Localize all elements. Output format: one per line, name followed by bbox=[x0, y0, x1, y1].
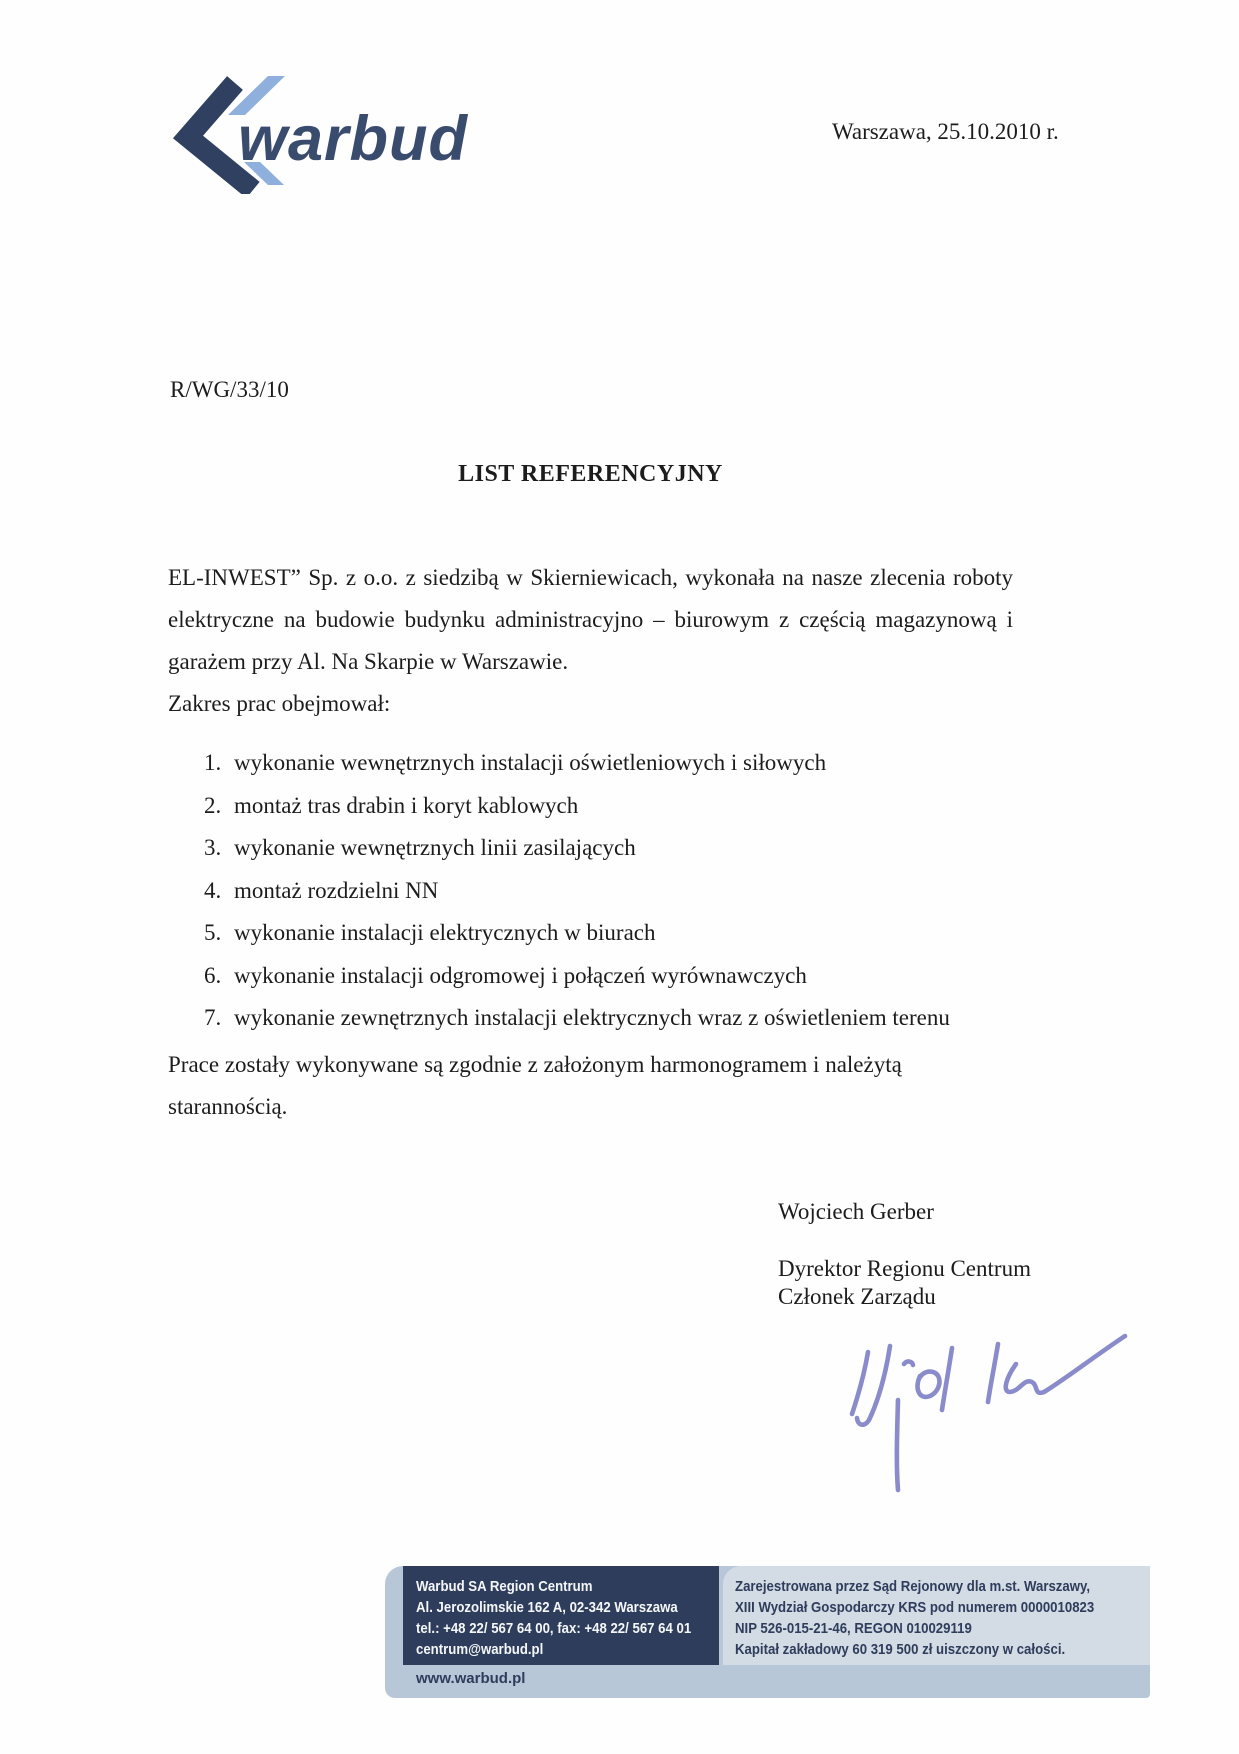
footer-legal-capital: Kapitał zakładowy 60 319 500 zł uiszczony w całości. bbox=[735, 1641, 1066, 1658]
work-items-list bbox=[168, 742, 1013, 1040]
footer-legal-nip-regon: NIP 526-015-21-46, REGON 010029119 bbox=[735, 1620, 972, 1637]
footer-company-phone: tel.: +48 22/ 567 64 00, fax: +48 22/ 567 64 01 bbox=[416, 1620, 692, 1637]
signatory-title-line: Dyrektor Regionu Centrum bbox=[778, 1256, 1031, 1281]
logo-wordmark: warbud bbox=[238, 104, 469, 174]
scope-intro: Zakres prac obejmował: bbox=[168, 691, 391, 716]
footer-legal-krs: XIII Wydział Gospodarczy KRS pod numerem 0000010823 bbox=[735, 1599, 1095, 1616]
footer-legal-court: Zarejestrowana przez Sąd Rejonowy dla m.st. Warszawy, bbox=[735, 1578, 1091, 1595]
footer-company-email: centrum@warbud.pl bbox=[416, 1641, 544, 1658]
intro-paragraph: EL-INWEST” Sp. z o.o. z siedzibą w Skierniewicach, wykonała na nasze zlecenia roboty elektryczne na budowie budynku administracyjno – biurowym z częścią magazynową i garażem przy Al. Na Skarpie w Warszawie. bbox=[168, 565, 1013, 674]
footer-website: www.warbud.pl bbox=[416, 1670, 526, 1687]
handwritten-signature bbox=[820, 1330, 1160, 1495]
work-item: montaż tras drabin i koryt kablowych bbox=[234, 792, 579, 818]
warbud-logo bbox=[160, 62, 540, 194]
work-item: montaż rozdzielni NN bbox=[234, 877, 439, 903]
work-item: wykonanie instalacji odgromowej i połączeń wyrównawczych bbox=[234, 962, 807, 988]
signatory-titles bbox=[778, 1255, 1031, 1311]
work-item: wykonanie zewnętrznych instalacji elektrycznych wraz z oświetleniem terenu bbox=[234, 1005, 950, 1030]
work-item: wykonanie wewnętrznych linii zasilających bbox=[234, 835, 636, 860]
work-item: wykonanie wewnętrznych instalacji oświetleniowych i siłowych bbox=[234, 750, 827, 775]
footer-legal-box bbox=[723, 1566, 1150, 1665]
footer-company-name: Warbud SA Region Centrum bbox=[416, 1578, 593, 1595]
signatory-name: Wojciech Gerber bbox=[778, 1199, 934, 1224]
closing-paragraph: Prace zostały wykonywane są zgodnie z założonym harmonogramem i należytą starannością. bbox=[168, 1051, 902, 1119]
body-block bbox=[168, 557, 1013, 1128]
document-title: LIST REFERENCYJNY bbox=[458, 461, 723, 487]
footer-company-address: Al. Jerozolimskie 162 A, 02-342 Warszawa bbox=[416, 1599, 678, 1616]
city-date: Warszawa, 25.10.2010 r. bbox=[832, 119, 1059, 144]
footer-company-box bbox=[403, 1566, 719, 1665]
work-item: wykonanie instalacji elektrycznych w biurach bbox=[234, 920, 656, 945]
reference-number: R/WG/33/10 bbox=[170, 377, 289, 402]
signatory-title-line: Członek Zarządu bbox=[778, 1284, 936, 1309]
